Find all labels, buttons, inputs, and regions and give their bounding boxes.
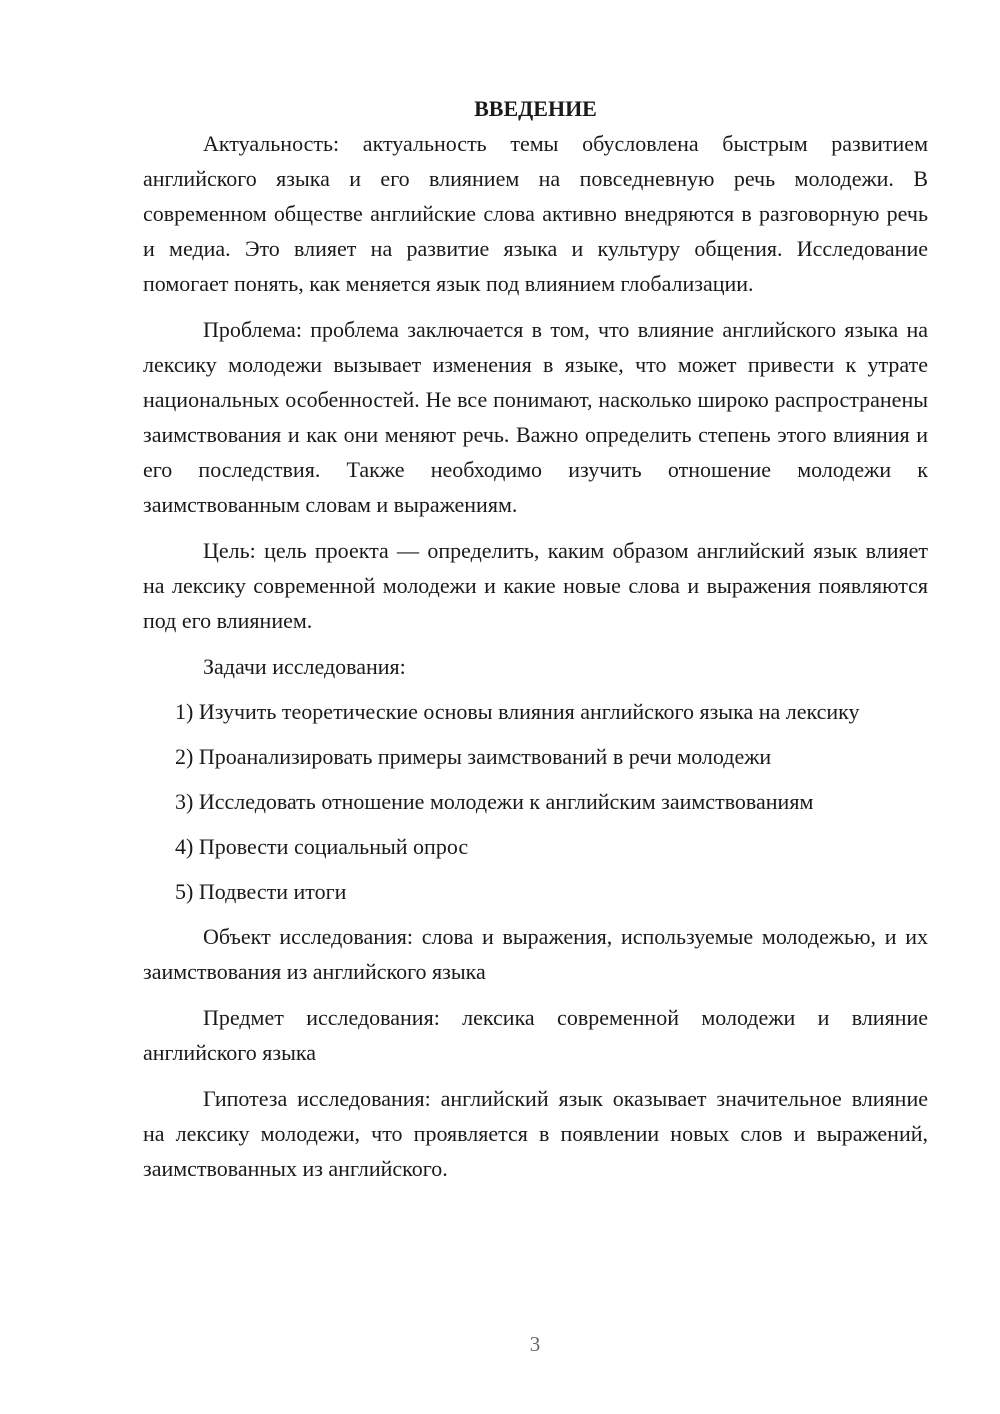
task-item: 5) Подвести итоги xyxy=(175,879,347,904)
task-item: 3) Исследовать отношение молодежи к английским заимствованиям xyxy=(175,789,814,814)
paragraph-problem: Проблема: проблема заключается в том, что влияние английского языка на лексику молодежи вызывает изменения в языке, что может привести к утрате национальных особенностей. Не все понимают, насколько широко распространены заимствования и как они меняют речь. Важно определить степень этого влияния и его последствия. Также необходимо изучить отношение молодежи к заимствованным словам и выражениям. xyxy=(143,317,928,517)
page-title: ВВЕДЕНИЕ xyxy=(474,96,597,121)
paragraph-goal: Цель: цель проекта — определить, каким образом английский язык влияет на лексику современной молодежи и какие новые слова и выражения появляются под его влиянием. xyxy=(143,538,928,633)
task-item: 4) Провести социальный опрос xyxy=(175,834,469,859)
task-item: 2) Проанализировать примеры заимствований в речи молодежи xyxy=(175,744,772,769)
task-item: 1) Изучить теоретические основы влияния английского языка на лексику xyxy=(175,699,860,724)
paragraph-subject: Предмет исследования: лексика современной молодежи и влияние английского языка xyxy=(143,1005,928,1065)
paragraph-object: Объект исследования: слова и выражения, используемые молодежью, и их заимствования из английского языка xyxy=(143,924,928,984)
document-page xyxy=(143,92,928,1197)
paragraph-hypothesis: Гипотеза исследования: английский язык оказывает значительное влияние на лексику молодежи, что проявляется в появлении новых слов и выражений, заимствованных из английского. xyxy=(143,1086,928,1181)
tasks-list xyxy=(143,694,928,909)
tasks-heading: Задачи исследования: xyxy=(203,654,406,679)
paragraph-relevance: Актуальность: актуальность темы обусловлена быстрым развитием английского языка и его влиянием на повседневную речь молодежи. В современном обществе английские слова активно внедряются в разговорную речь и медиа. Это влияет на развитие языка и культуру общения. Исследование помогает понять, как меняется язык под влиянием глобализации. xyxy=(143,131,928,296)
page-number: 3 xyxy=(529,1332,541,1356)
